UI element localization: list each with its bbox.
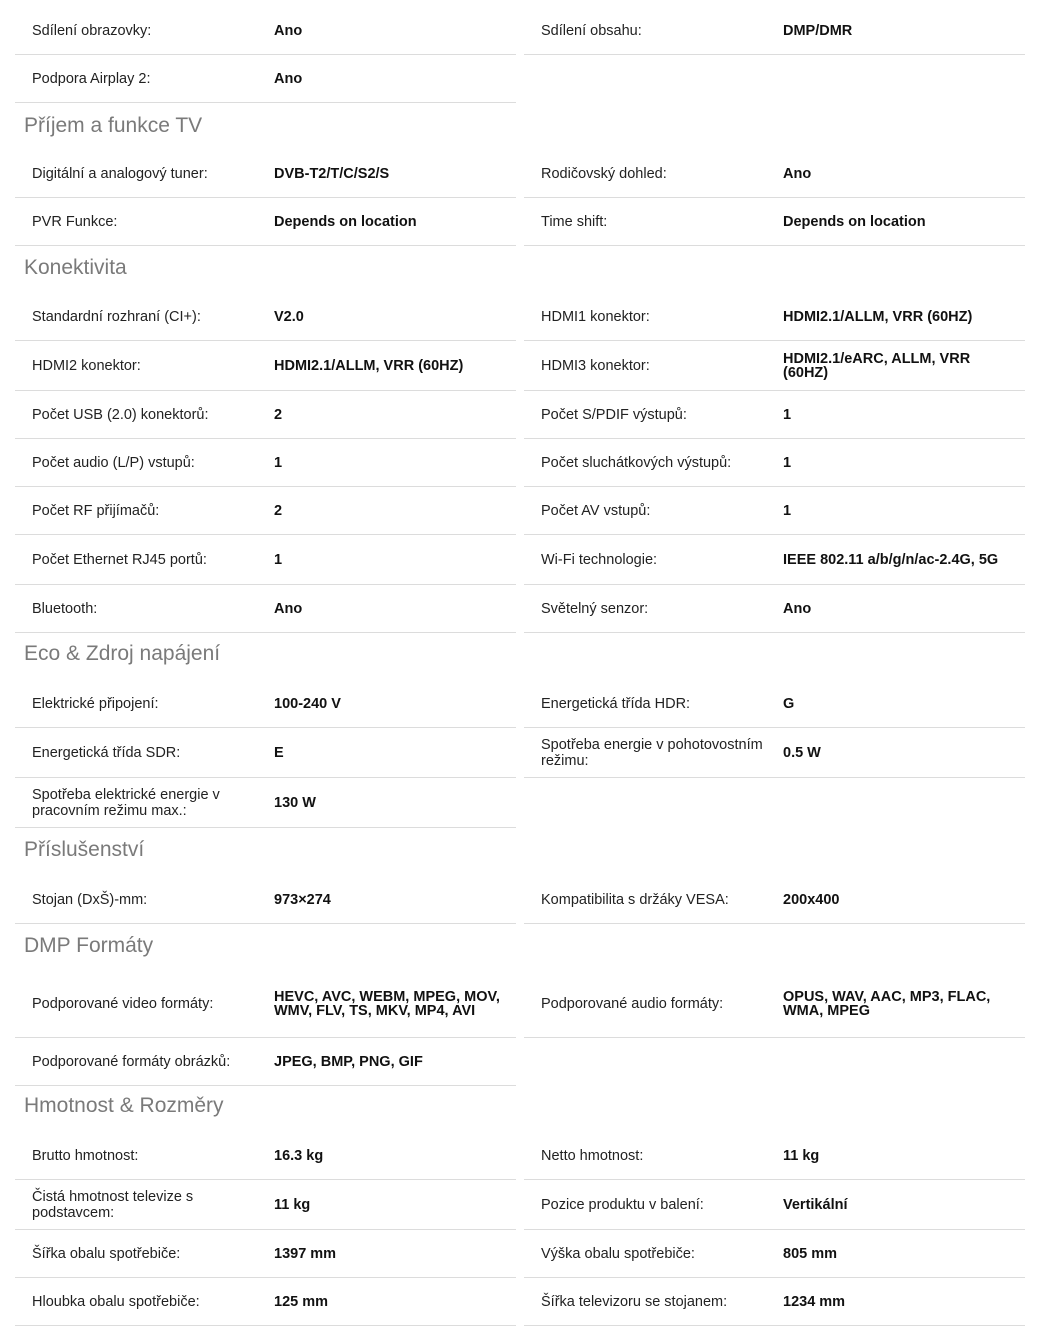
spec-row-audio-in [15, 439, 516, 487]
spec-value: 1 [783, 406, 792, 423]
spec-row-pvr [15, 198, 516, 246]
spec-value: Ano [783, 165, 812, 182]
spec-value: 200x400 [783, 891, 840, 908]
spec-label: Čistá hmotnost televize s podstavcem: [32, 1188, 194, 1221]
spec-row-package-position [524, 1180, 1025, 1230]
spec-value: HDMI2.1/eARC, ALLM, VRR (60HZ) [783, 350, 971, 381]
spec-value: Ano [274, 600, 303, 617]
spec-row-timeshift [524, 198, 1025, 246]
spec-row-headphones [524, 439, 1025, 487]
spec-label: Stojan (DxŠ)-mm: [32, 891, 148, 908]
spec-label: Výška obalu spotřebiče: [541, 1245, 695, 1262]
spec-label: Spotřeba energie v pohotovostním režimu: [541, 736, 763, 769]
spec-value: 0.5 W [783, 744, 821, 761]
spec-row-energy-hdr [524, 680, 1025, 728]
spec-row-video-formats [15, 970, 516, 1038]
spec-label: Počet Ethernet RJ45 portů: [32, 551, 207, 568]
spec-value: 1 [274, 551, 283, 568]
spec-label: Podpora Airplay 2: [32, 70, 151, 87]
spec-value: Vertikální [783, 1196, 848, 1213]
spec-label: Kompatibilita s držáky VESA: [541, 891, 729, 908]
spec-value: OPUS, WAV, AAC, MP3, FLAC, WMA, MPEG [783, 988, 991, 1019]
spec-row-max-power [15, 778, 516, 828]
spec-value: Depends on location [783, 213, 926, 230]
spec-row-tv-width-stand [524, 1278, 1025, 1326]
spec-label: HDMI1 konektor: [541, 308, 650, 325]
spec-value: 1234 mm [783, 1293, 846, 1310]
spec-row-standby [524, 728, 1025, 778]
spec-label: Wi-Fi technologie: [541, 551, 658, 568]
spec-value: HDMI2.1/ALLM, VRR (60HZ) [274, 357, 464, 374]
spec-value: 2 [274, 406, 283, 423]
spec-row-usb [15, 391, 516, 439]
spec-value: Ano [783, 600, 812, 617]
spec-label: Energetická třída SDR: [32, 744, 181, 761]
spec-label: Světelný senzor: [541, 600, 649, 617]
spec-row-av [524, 487, 1025, 535]
section-title-connectivity: Konektivita [24, 256, 127, 279]
spec-row-hdmi2 [15, 341, 516, 391]
spec-row-vesa [524, 876, 1025, 924]
spec-value: 1397 mm [274, 1245, 337, 1262]
spec-row-parental [524, 150, 1025, 198]
spec-label: Počet audio (L/P) vstupů: [32, 454, 195, 471]
spec-label: Počet sluchátkových výstupů: [541, 454, 732, 471]
spec-value: E [274, 744, 284, 761]
spec-row-spdif [524, 391, 1025, 439]
spec-value: V2.0 [274, 308, 304, 325]
spec-value: DMP/DMR [783, 22, 853, 39]
spec-value: 1 [274, 454, 283, 471]
spec-row-hdmi3 [524, 341, 1025, 391]
spec-label: HDMI2 konektor: [32, 357, 141, 374]
spec-label: Time shift: [541, 213, 608, 230]
spec-label: Rodičovský dohled: [541, 165, 667, 182]
spec-row-power [15, 680, 516, 728]
spec-row-content-sharing [524, 7, 1025, 55]
spec-value: 100-240 V [274, 695, 341, 712]
spec-row-bluetooth [15, 585, 516, 633]
spec-row-ethernet [15, 535, 516, 585]
spec-row-gross-weight [15, 1132, 516, 1180]
spec-row-package-depth [15, 1278, 516, 1326]
spec-label: Brutto hmotnost: [32, 1147, 139, 1164]
spec-label: Pozice produktu v balení: [541, 1196, 704, 1213]
spec-row-wifi [524, 535, 1025, 585]
spec-label: Sdílení obrazovky: [32, 22, 152, 39]
spec-label: Šířka obalu spotřebiče: [32, 1245, 181, 1262]
spec-label: Bluetooth: [32, 600, 98, 617]
spec-row-screen-sharing [15, 7, 516, 55]
spec-value: 11 kg [274, 1196, 311, 1213]
spec-row-image-formats [15, 1038, 516, 1086]
spec-label: Hloubka obalu spotřebiče: [32, 1293, 200, 1310]
spec-value: 973×274 [274, 891, 331, 908]
spec-row-stand [15, 876, 516, 924]
section-title-accessories: Příslušenství [24, 838, 145, 861]
spec-label: Podporované audio formáty: [541, 995, 724, 1012]
spec-row-package-height [524, 1230, 1025, 1278]
spec-label: HDMI3 konektor: [541, 357, 650, 374]
section-title-weight: Hmotnost & Rozměry [24, 1094, 224, 1117]
spec-row-tuner [15, 150, 516, 198]
spec-row-ci [15, 293, 516, 341]
spec-label: Standardní rozhraní (CI+): [32, 308, 201, 325]
section-title-eco: Eco & Zdroj napájení [24, 642, 221, 665]
spec-label: Počet S/PDIF výstupů: [541, 406, 687, 423]
spec-label: Počet RF přijímačů: [32, 502, 160, 519]
spec-value: Ano [274, 22, 303, 39]
spec-label: Elektrické připojení: [32, 695, 159, 712]
section-title-tv: Příjem a funkce TV [24, 114, 203, 137]
spec-value: G [783, 695, 795, 712]
spec-row-net-weight [524, 1132, 1025, 1180]
spec-value: Depends on location [274, 213, 417, 230]
spec-row-rf [15, 487, 516, 535]
spec-value: IEEE 802.11 a/b/g/n/ac-2.4G, 5G [783, 551, 999, 568]
spec-label: Počet USB (2.0) konektorů: [32, 406, 209, 423]
spec-value: HDMI2.1/ALLM, VRR (60HZ) [783, 308, 973, 325]
spec-row-hdmi1 [524, 293, 1025, 341]
spec-label: PVR Funkce: [32, 213, 118, 230]
spec-value: 125 mm [274, 1293, 329, 1310]
spec-label: Podporované video formáty: [32, 995, 214, 1012]
spec-label: Šířka televizoru se stojanem: [541, 1293, 728, 1310]
spec-label: Energetická třída HDR: [541, 695, 691, 712]
spec-row-audio-formats [524, 970, 1025, 1038]
spec-label: Sdílení obsahu: [541, 22, 642, 39]
spec-label: Spotřeba elektrické energie v pracovním režimu max.: [32, 786, 220, 819]
spec-row-airplay [15, 55, 516, 103]
spec-value: 11 kg [783, 1147, 820, 1164]
spec-row-package-width [15, 1230, 516, 1278]
spec-value: 2 [274, 502, 283, 519]
spec-label: Počet AV vstupů: [541, 502, 651, 519]
section-title-dmp: DMP Formáty [24, 934, 154, 957]
spec-value: JPEG, BMP, PNG, GIF [274, 1053, 423, 1070]
spec-value: Ano [274, 70, 303, 87]
spec-value: HEVC, AVC, WEBM, MPEG, MOV, WMV, FLV, TS, MKV, MP4, AVI [274, 988, 500, 1019]
spec-row-net-weight-stand [15, 1180, 516, 1230]
spec-label: Netto hmotnost: [541, 1147, 644, 1164]
spec-value: 805 mm [783, 1245, 838, 1262]
spec-row-energy-sdr [15, 728, 516, 778]
spec-value: 130 W [274, 794, 316, 811]
spec-value: 16.3 kg [274, 1147, 324, 1164]
spec-label: Digitální a analogový tuner: [32, 165, 208, 182]
spec-label: Podporované formáty obrázků: [32, 1053, 231, 1070]
spec-value: DVB-T2/T/C/S2/S [274, 165, 390, 182]
spec-value: 1 [783, 454, 792, 471]
spec-row-light-sensor [524, 585, 1025, 633]
spec-value: 1 [783, 502, 792, 519]
